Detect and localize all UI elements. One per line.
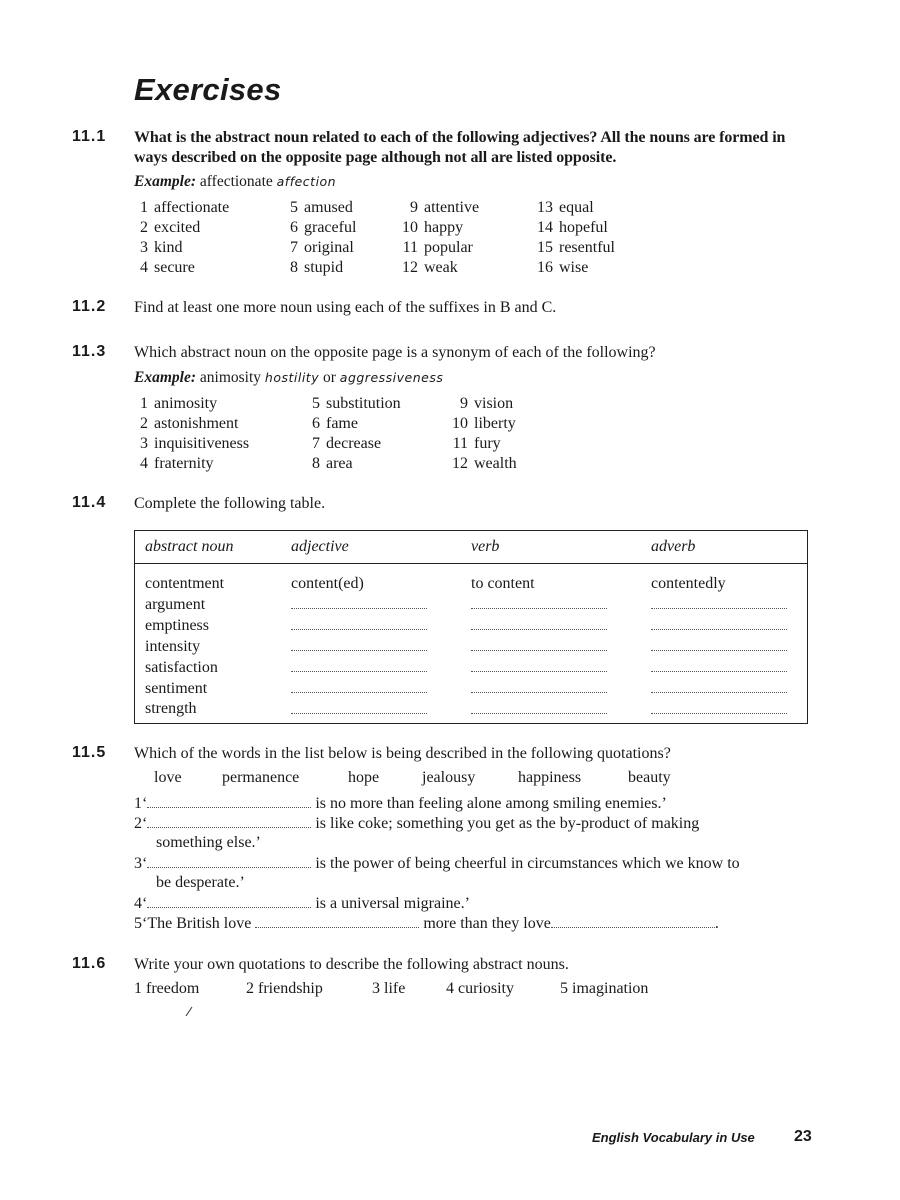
- answer-blank[interactable]: [281, 636, 461, 657]
- list-item: 15 resentful: [537, 239, 615, 256]
- example-label: Example: [134, 173, 191, 190]
- noun-item: 3 life: [372, 980, 406, 997]
- list-item: 3 inquisitiveness: [140, 435, 250, 452]
- table-cell: emptiness: [145, 617, 209, 634]
- page-number: 23: [794, 1128, 812, 1145]
- quotation-continued: be desperate.’: [156, 874, 245, 891]
- list-item: 5 substitution: [312, 395, 401, 412]
- table-header-row: [135, 531, 808, 564]
- exercise-question: Find at least one more noun using each of the suffixes in B and C.: [134, 299, 557, 316]
- answer-blank[interactable]: [281, 657, 461, 678]
- list-item: 9 vision: [460, 395, 514, 412]
- exercise-number: 11.4: [72, 494, 107, 511]
- word-table: [134, 530, 808, 724]
- answer-blank[interactable]: [281, 594, 461, 615]
- table-row: [135, 678, 808, 699]
- noun-item: 4 curiosity: [446, 980, 514, 997]
- quotation: 3‘ is the power of being cheerful in circumstances which we know to: [134, 855, 740, 872]
- answer-blank[interactable]: [461, 699, 641, 724]
- exercise-number: 11.5: [72, 744, 107, 761]
- exercise-question: Write your own quotations to describe the following abstract nouns.: [134, 956, 569, 973]
- table-cell: contentment: [145, 575, 225, 592]
- word-choice: love: [154, 769, 182, 786]
- example-answer: affection: [276, 174, 337, 189]
- word-choice: hope: [348, 769, 380, 786]
- table-cell: argument: [145, 596, 206, 613]
- answer-blank[interactable]: [461, 657, 641, 678]
- noun-list: [134, 980, 734, 1000]
- exercise-question: Complete the following table.: [134, 495, 326, 512]
- exercise-question: What is the abstract noun related to each of the following adjectives? All the nouns are formed in ways described on the opposite page although not all are listed opposite.: [134, 129, 786, 166]
- table-row: [135, 615, 808, 636]
- answer-blank[interactable]: [461, 594, 641, 615]
- list-item: 2 excited: [140, 219, 201, 236]
- quotation: 4‘ is a universal migraine.’: [134, 895, 470, 912]
- list-item: 1 affectionate: [140, 199, 230, 216]
- list-item: 16 wise: [537, 259, 589, 276]
- answer-blank[interactable]: [461, 636, 641, 657]
- table-cell: content(ed): [291, 575, 364, 592]
- answer-blank[interactable]: [641, 657, 808, 678]
- example-label: Example: [134, 369, 191, 386]
- table-cell: satisfaction: [145, 659, 218, 676]
- answer-blank[interactable]: [641, 699, 808, 724]
- list-item: 3 kind: [140, 239, 183, 256]
- exercise-number: 11.1: [72, 128, 107, 145]
- noun-item: 1 freedom: [134, 980, 200, 997]
- answer-blank[interactable]: [281, 699, 461, 724]
- quotation: 2‘ is like coke; something you get as the by-product of making: [134, 815, 700, 832]
- table-cell: to content: [471, 575, 535, 592]
- book-title: English Vocabulary in Use: [592, 1130, 755, 1145]
- example-or: or: [322, 369, 336, 386]
- answer-blank[interactable]: [147, 794, 311, 808]
- page-title: Exercises: [134, 72, 282, 107]
- list-item: 14 hopeful: [537, 219, 608, 236]
- word-list: [130, 394, 590, 476]
- pencil-mark: [184, 1006, 194, 1018]
- answer-blank[interactable]: [551, 914, 715, 928]
- exercise-question: Which abstract noun on the opposite page is a synonym of each of the following?: [134, 344, 656, 361]
- table-row: [135, 657, 808, 678]
- answer-blank[interactable]: [147, 894, 311, 908]
- list-item: 6 fame: [312, 415, 358, 432]
- list-item: 1 animosity: [140, 395, 218, 412]
- list-item: 5 amused: [290, 199, 353, 216]
- word-list: [130, 198, 690, 280]
- exercise-number: 11.3: [72, 343, 107, 360]
- list-item: 12 wealth: [452, 455, 517, 472]
- answer-blank[interactable]: [281, 678, 461, 699]
- list-item: 8 area: [312, 455, 353, 472]
- answer-blank[interactable]: [641, 594, 808, 615]
- list-item: 2 astonishment: [140, 415, 239, 432]
- example-answer: aggressiveness: [339, 370, 444, 385]
- list-item: 10 happy: [402, 219, 464, 236]
- exercise-question: Which of the words in the list below is being described in the following quotations?: [134, 745, 671, 762]
- table-row: [135, 594, 808, 615]
- column-header: adjective: [281, 531, 461, 564]
- example-answer: hostility: [264, 370, 320, 385]
- noun-item: 5 imagination: [560, 980, 649, 997]
- quotation: 5‘The British love more than they love .: [134, 915, 719, 932]
- list-item: 6 graceful: [290, 219, 357, 236]
- column-header: adverb: [641, 531, 808, 564]
- answer-blank[interactable]: [461, 678, 641, 699]
- exercise-number: 11.2: [72, 298, 107, 315]
- quotation: 1‘ is no more than feeling alone among smiling enemies.’: [134, 795, 667, 812]
- list-item: 11 popular: [402, 239, 473, 256]
- exercise-number: 11.6: [72, 955, 107, 972]
- column-header: abstract noun: [135, 531, 282, 564]
- word-choices: [154, 769, 714, 789]
- example-line: Example: animosity hostility or aggressiveness: [134, 369, 444, 386]
- table-row: [135, 564, 808, 595]
- table-cell: strength: [145, 700, 197, 717]
- answer-blank[interactable]: [461, 615, 641, 636]
- answer-blank[interactable]: [641, 636, 808, 657]
- table-cell: contentedly: [651, 575, 726, 592]
- list-item: 4 fraternity: [140, 455, 214, 472]
- table-cell: intensity: [145, 638, 201, 655]
- example-word: animosity: [199, 369, 262, 386]
- list-item: 8 stupid: [290, 259, 344, 276]
- list-item: 13 equal: [537, 199, 594, 216]
- list-item: 9 attentive: [410, 199, 480, 216]
- answer-blank[interactable]: [147, 814, 311, 828]
- word-choice: jealousy: [422, 769, 476, 786]
- column-header: verb: [461, 531, 641, 564]
- list-item: 10 liberty: [452, 415, 516, 432]
- table-cell: sentiment: [145, 680, 208, 697]
- list-item: 4 secure: [140, 259, 195, 276]
- list-item: 11 fury: [452, 435, 501, 452]
- word-choice: happiness: [518, 769, 582, 786]
- answer-blank[interactable]: [641, 678, 808, 699]
- table-row: [135, 636, 808, 657]
- answer-blank[interactable]: [255, 914, 419, 928]
- table-row: [135, 699, 808, 724]
- example-word: affectionate: [199, 173, 273, 190]
- answer-blank[interactable]: [147, 854, 311, 868]
- list-item: 7 decrease: [312, 435, 382, 452]
- list-item: 12 weak: [402, 259, 458, 276]
- word-choice: permanence: [222, 769, 300, 786]
- answer-blank[interactable]: [281, 615, 461, 636]
- noun-item: 2 friendship: [246, 980, 323, 997]
- word-choice: beauty: [628, 769, 671, 786]
- example-line: Example: affectionate affection: [134, 173, 337, 190]
- quotation-continued: something else.’: [156, 834, 261, 851]
- answer-blank[interactable]: [641, 615, 808, 636]
- list-item: 7 original: [290, 239, 354, 256]
